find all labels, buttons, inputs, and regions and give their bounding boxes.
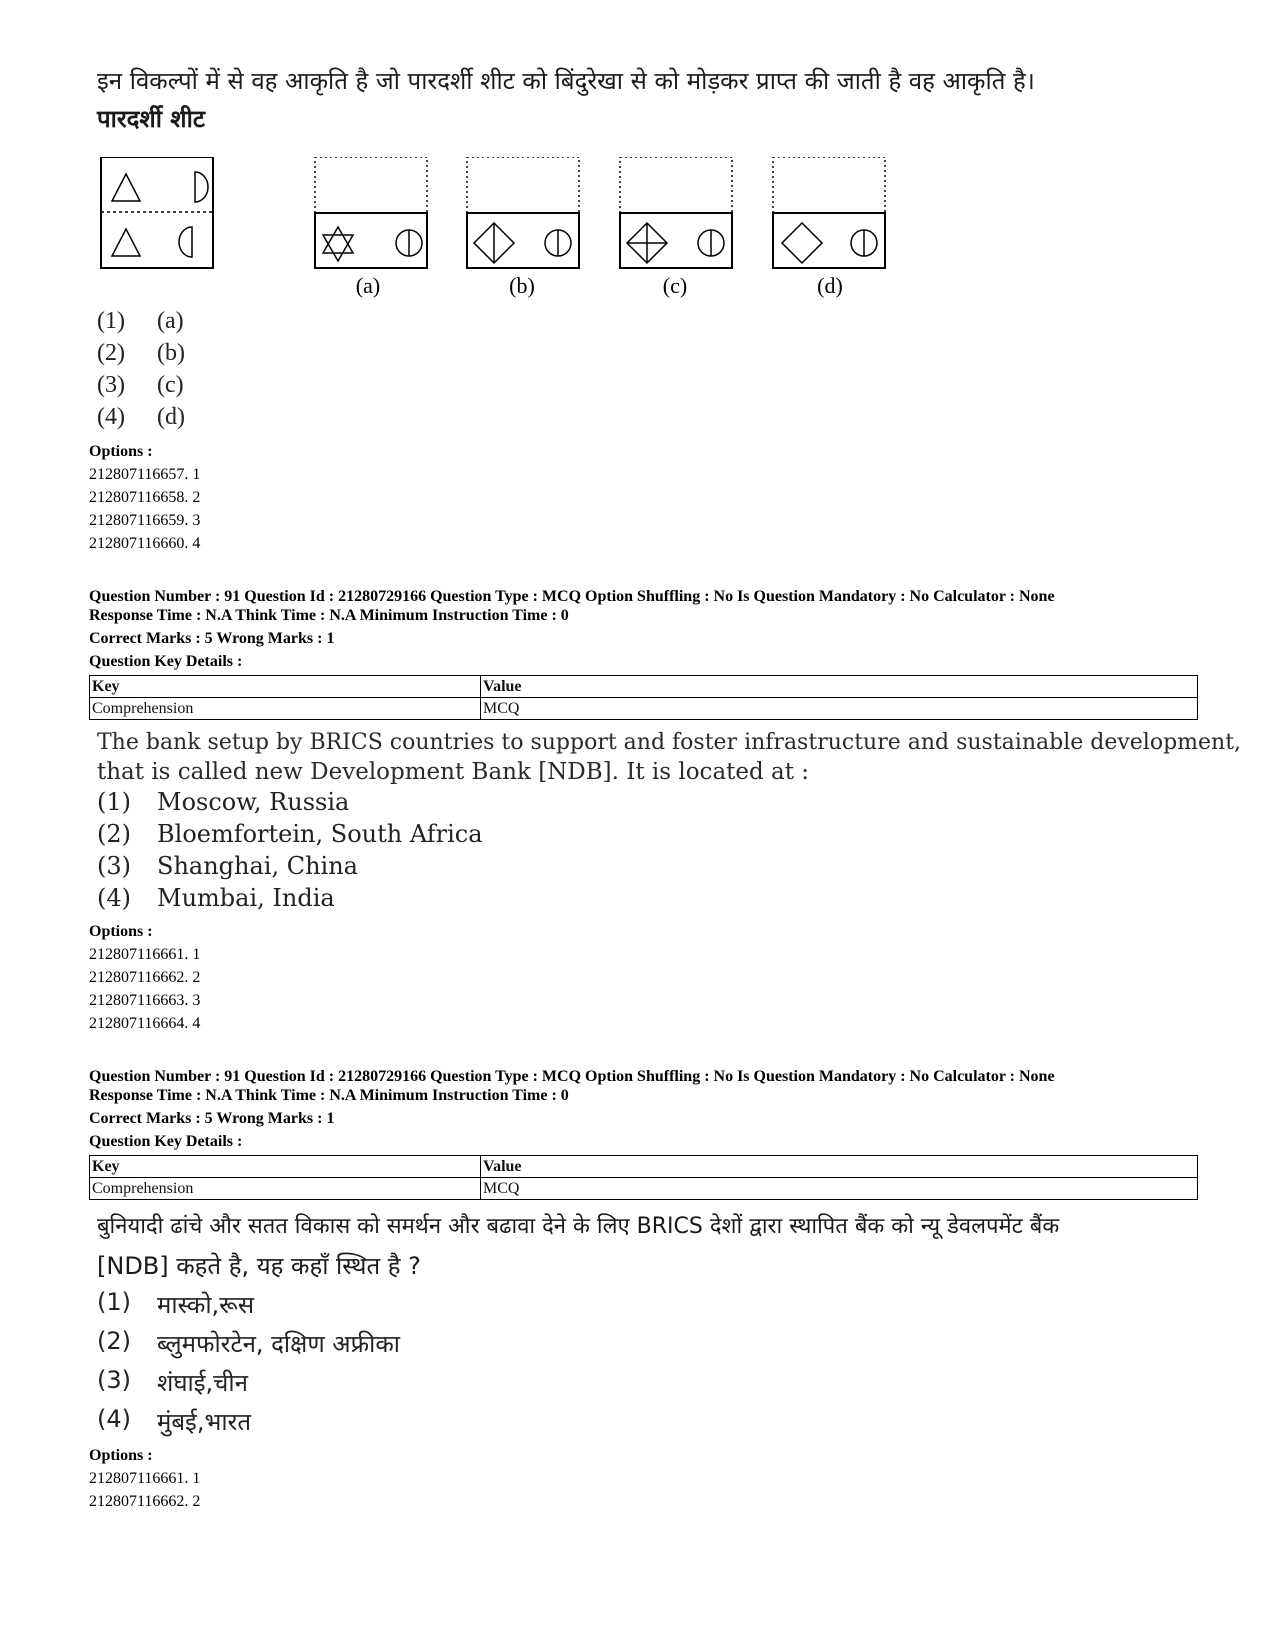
choice-text: (b) xyxy=(157,340,185,366)
option-id: 212807116657. 1 xyxy=(89,466,201,483)
option-id: 212807116664. 4 xyxy=(89,1015,201,1032)
choice-text: मास्को,रूस xyxy=(157,1291,255,1319)
table-cell-value: MCQ xyxy=(481,1178,1198,1200)
table-header-value: Value xyxy=(481,1156,1198,1178)
key-details-label: Question Key Details : xyxy=(89,1133,243,1150)
question-text-line: बुनियादी ढांचे और सतत विकास को समर्थन और बढावा देने के लिए BRICS देशों द्वारा स्थापित बैंक को न्यू डेवलपमेंट बैंक xyxy=(97,1214,1060,1239)
option-b-label: (b) xyxy=(509,273,535,298)
option-id: 212807116661. 1 xyxy=(89,1470,201,1487)
choice-text: (c) xyxy=(157,372,184,398)
table-cell-key: Comprehension xyxy=(90,698,481,720)
question-text-line: [NDB] कहते है, यह कहाँ स्थित है ? xyxy=(97,1252,421,1280)
options-label: Options : xyxy=(89,923,153,940)
table-row xyxy=(90,1178,1198,1200)
option-b-figure xyxy=(467,157,579,298)
option-d-figure xyxy=(773,157,885,298)
option-id: 212807116662. 2 xyxy=(89,969,201,986)
question-text-line: that is called new Development Bank [NDB]. It is located at : xyxy=(97,759,810,785)
choice-text: (d) xyxy=(157,404,185,430)
half-circle-shape xyxy=(179,227,192,257)
key-details-label: Question Key Details : xyxy=(89,653,243,670)
table-header-row xyxy=(90,676,1198,698)
choice-number: (3) xyxy=(97,1366,131,1394)
half-circle-shape xyxy=(195,172,208,202)
triangle-shape xyxy=(112,229,140,256)
choice-text: Bloemfortein, South Africa xyxy=(157,820,483,848)
choice-number: (4) xyxy=(97,884,131,912)
choice-number: (1) xyxy=(97,308,125,334)
question-meta-line: Response Time : N.A Think Time : N.A Minimum Instruction Time : 0 xyxy=(89,1087,569,1104)
choice-number: (1) xyxy=(97,1288,131,1316)
choice-text: (a) xyxy=(157,308,184,334)
option-id: 212807116662. 2 xyxy=(89,1493,201,1510)
option-id: 212807116658. 2 xyxy=(89,489,201,506)
table-row xyxy=(90,698,1198,720)
table-header-key: Key xyxy=(90,1156,481,1178)
choice-number: (4) xyxy=(97,1405,131,1433)
choice-number: (1) xyxy=(97,788,131,816)
table-header-row xyxy=(90,1156,1198,1178)
key-details-table xyxy=(89,1155,1198,1200)
option-d-label: (d) xyxy=(817,273,843,298)
choice-text: मुंबई,भारत xyxy=(157,1408,252,1436)
choice-text: ब्लुमफोरटेन, दक्षिण अफ्रीका xyxy=(157,1330,401,1358)
choice-text: Moscow, Russia xyxy=(157,788,350,816)
option-c-label: (c) xyxy=(662,273,688,298)
question-statement: इन विकल्पों में से वह आकृति है जो पारदर्शी शीट को बिंदुरेखा से को मोड़कर प्राप्त की जाती है वह आकृति है। xyxy=(97,67,1035,95)
key-details-table xyxy=(89,675,1198,720)
choice-number: (2) xyxy=(97,340,125,366)
choice-text: शंघाई,चीन xyxy=(157,1369,248,1397)
marks-line: Correct Marks : 5 Wrong Marks : 1 xyxy=(89,630,335,647)
table-cell-value: MCQ xyxy=(481,698,1198,720)
option-a-label: (a) xyxy=(355,273,381,298)
triangle-shape xyxy=(112,174,140,201)
transparent-sheet-figure xyxy=(101,157,213,268)
choice-number: (3) xyxy=(97,852,131,880)
option-c-figure xyxy=(620,157,732,298)
figure-row xyxy=(100,157,940,317)
choice-text: Shanghai, China xyxy=(157,852,358,880)
choice-number: (2) xyxy=(97,820,131,848)
question-meta-line: Question Number : 91 Question Id : 21280729166 Question Type : MCQ Option Shuffling : No Is Question Mandatory : No Calculator : None xyxy=(89,1068,1055,1085)
option-id: 212807116660. 4 xyxy=(89,535,201,552)
table-header-value: Value xyxy=(481,676,1198,698)
question-text-line: The bank setup by BRICS countries to support and foster infrastructure and sustainable development, xyxy=(97,730,1242,755)
question-meta-line: Response Time : N.A Think Time : N.A Minimum Instruction Time : 0 xyxy=(89,607,569,624)
sheet-label: पारदर्शी शीट xyxy=(97,105,205,133)
option-id: 212807116659. 3 xyxy=(89,512,201,529)
marks-line: Correct Marks : 5 Wrong Marks : 1 xyxy=(89,1110,335,1127)
option-a-figure xyxy=(315,157,427,298)
choice-number: (3) xyxy=(97,372,125,398)
choice-number: (2) xyxy=(97,1327,131,1355)
choice-text: Mumbai, India xyxy=(157,884,335,912)
question-meta xyxy=(89,587,1209,625)
table-header-key: Key xyxy=(90,676,481,698)
question-meta xyxy=(89,1067,1209,1105)
question-meta-line: Question Number : 91 Question Id : 21280729166 Question Type : MCQ Option Shuffling : No Is Question Mandatory : No Calculator : None xyxy=(89,588,1055,605)
option-id: 212807116663. 3 xyxy=(89,992,201,1009)
options-label: Options : xyxy=(89,443,153,460)
choice-number: (4) xyxy=(97,404,125,430)
options-label: Options : xyxy=(89,1447,153,1464)
option-id: 212807116661. 1 xyxy=(89,946,201,963)
table-cell-key: Comprehension xyxy=(90,1178,481,1200)
